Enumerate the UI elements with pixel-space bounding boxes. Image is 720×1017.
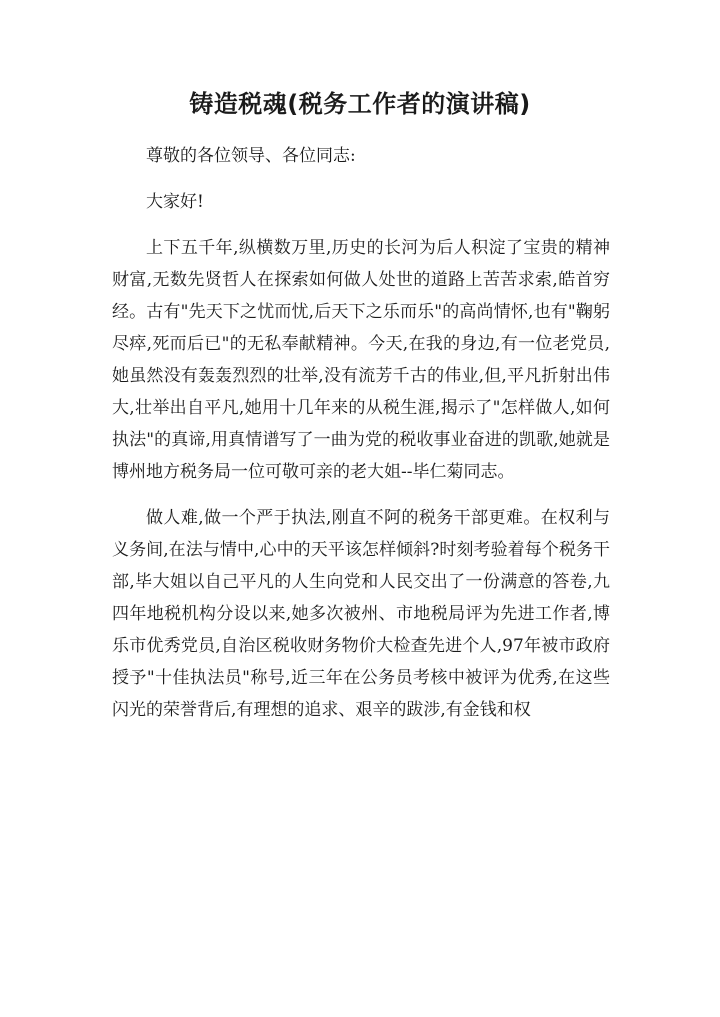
- greeting-paragraph: 大家好!: [146, 192, 204, 212]
- salutation-paragraph: 尊敬的各位领导、各位同志:: [146, 146, 356, 166]
- document-title: 铸造税魂(税务工作者的演讲稿): [189, 90, 531, 118]
- document-body: [112, 140, 610, 740]
- body-paragraph: 上下五千年,纵横数万里,历史的长河为后人积淀了宝贵的精神财富,无数先贤哲人在探索如何做人处世的道路上苦苦求索,皓首穷经。古有"先天下之忧而忧,后天下之乐而乐"的高尚情怀,也有"鞠躬尽瘁,死而后已"的无私奉献精神。今天,在我的身边,有一位老党员,她虽然没有轰轰烈烈的壮举,没有流芳千古的伟业,但,平凡折射出伟大,壮举出自平凡,她用十几年来的从税生涯,揭示了"怎样做人,如何执法"的真谛,用真情谱写了一曲为党的税收事业奋进的凯歌,她就是博州地方税务局一位可敬可亲的老大姐--毕仁菊同志。: [112, 238, 610, 482]
- body-paragraph: 做人难,做一个严于执法,刚直不阿的税务干部更难。在权利与义务间,在法与情中,心中的天平该怎样倾斜?时刻考验着每个税务干部,毕大姐以自己平凡的人生向党和人民交出了一份满意的答卷,九四年地税机构分设以来,她多次被州、市地税局评为先进工作者,博乐市优秀党员,自治区税收财务物价大检查先进个人,97年被市政府授予"十佳执法员"称号,近三年在公务员考核中被评为优秀,在这些闪光的荣誉背后,有理想的追求、艰辛的跋涉,有金钱和权: [112, 508, 610, 720]
